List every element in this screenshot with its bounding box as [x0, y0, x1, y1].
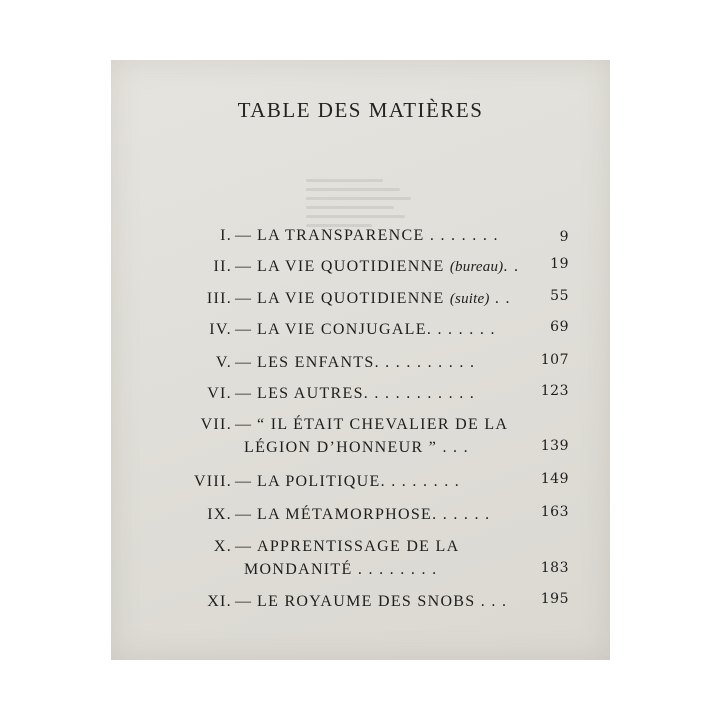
separator-dash: — — [235, 354, 253, 371]
chapter-title: LA MÉTAMORPHOSE. . . . . . — [257, 506, 491, 523]
separator-dash: — — [235, 290, 253, 307]
page-number: 107 — [540, 352, 569, 368]
separator-dash: — — [235, 227, 253, 244]
page-title: TABLE DES MATIÈRES — [237, 98, 484, 122]
separator-dash: — — [235, 321, 253, 338]
toc-entry — [111, 538, 610, 588]
chapter-title: “ IL ÉTAIT CHEVALIER DE LA — [257, 416, 509, 433]
chapter-note: (bureau) — [449, 259, 504, 275]
book-page — [111, 60, 610, 660]
leader-dots: . . — [503, 258, 520, 275]
chapter-title: LA TRANSPARENCE . . . . . . . — [257, 227, 499, 244]
chapter-numeral: XI. — [207, 593, 232, 610]
leader-dots: . . . . . . . — [426, 321, 496, 338]
chapter-numeral: X. — [213, 538, 232, 555]
chapter-title: LA VIE CONJUGALE. . . . . . . — [257, 321, 496, 338]
toc-entry — [111, 416, 610, 466]
page-number: 19 — [550, 256, 569, 272]
chapter-numeral: V. — [215, 354, 232, 371]
toc-entry — [111, 354, 610, 380]
page-number: 55 — [550, 288, 569, 304]
separator-dash: — — [235, 538, 253, 555]
toc-entry — [111, 321, 610, 347]
page-number: 149 — [540, 471, 569, 487]
chapter-title: LES ENFANTS. . . . . . . . . . — [257, 354, 476, 371]
leader-dots: . . . . . . . . — [380, 473, 461, 490]
page-number: 69 — [550, 319, 569, 335]
leader-dots: . . . . . . . — [424, 227, 499, 244]
chapter-title-continued: MONDANITÉ . . . . . . . . — [244, 561, 438, 578]
leader-dots: . . . . . . . . . . . — [363, 385, 476, 402]
chapter-title: LA VIE QUOTIDIENNE (suite) . . — [257, 290, 511, 307]
leader-dots: . . . — [480, 593, 508, 610]
separator-dash: — — [235, 385, 253, 402]
chapter-title: LES AUTRES. . . . . . . . . . . — [257, 385, 476, 402]
chapter-title: LA POLITIQUE. . . . . . . . — [257, 473, 461, 490]
page-number: 139 — [540, 438, 569, 454]
separator-dash: — — [235, 506, 253, 523]
page-number: 163 — [540, 504, 569, 520]
page-number: 9 — [559, 229, 569, 245]
chapter-numeral: VIII. — [193, 473, 232, 490]
toc-entry — [111, 227, 610, 253]
page-number: 123 — [540, 383, 569, 399]
separator-dash: — — [235, 416, 253, 433]
leader-dots: . . . . . . . . . . — [374, 354, 476, 371]
toc-entry — [111, 258, 610, 284]
toc-entry — [111, 473, 610, 499]
chapter-title: LE ROYAUME DES SNOBS . . . — [257, 593, 508, 610]
separator-dash: — — [235, 593, 253, 610]
leader-dots: . . . . . . — [432, 506, 491, 523]
chapter-numeral: VII. — [200, 416, 232, 433]
toc-entry — [111, 506, 610, 532]
separator-dash: — — [235, 473, 253, 490]
chapter-title: LA VIE QUOTIDIENNE (bureau). . — [257, 258, 520, 275]
separator-dash: — — [235, 258, 253, 275]
chapter-numeral: IX. — [207, 506, 232, 523]
page-number: 183 — [540, 560, 569, 576]
toc-entry — [111, 593, 610, 619]
chapter-numeral: IV. — [209, 321, 232, 338]
chapter-numeral: II. — [213, 258, 232, 275]
chapter-numeral: VI. — [207, 385, 232, 402]
leader-dots: . . — [494, 290, 511, 307]
toc-entry — [111, 385, 610, 411]
chapter-numeral: III. — [206, 290, 232, 307]
toc-entry — [111, 290, 610, 316]
page-number: 195 — [540, 591, 569, 607]
chapter-title-continued: LÉGION D’HONNEUR ” . . . — [244, 439, 469, 456]
chapter-numeral: I. — [220, 227, 232, 244]
chapter-note: (suite) — [449, 291, 490, 307]
chapter-title: APPRENTISSAGE DE LA — [257, 538, 460, 555]
